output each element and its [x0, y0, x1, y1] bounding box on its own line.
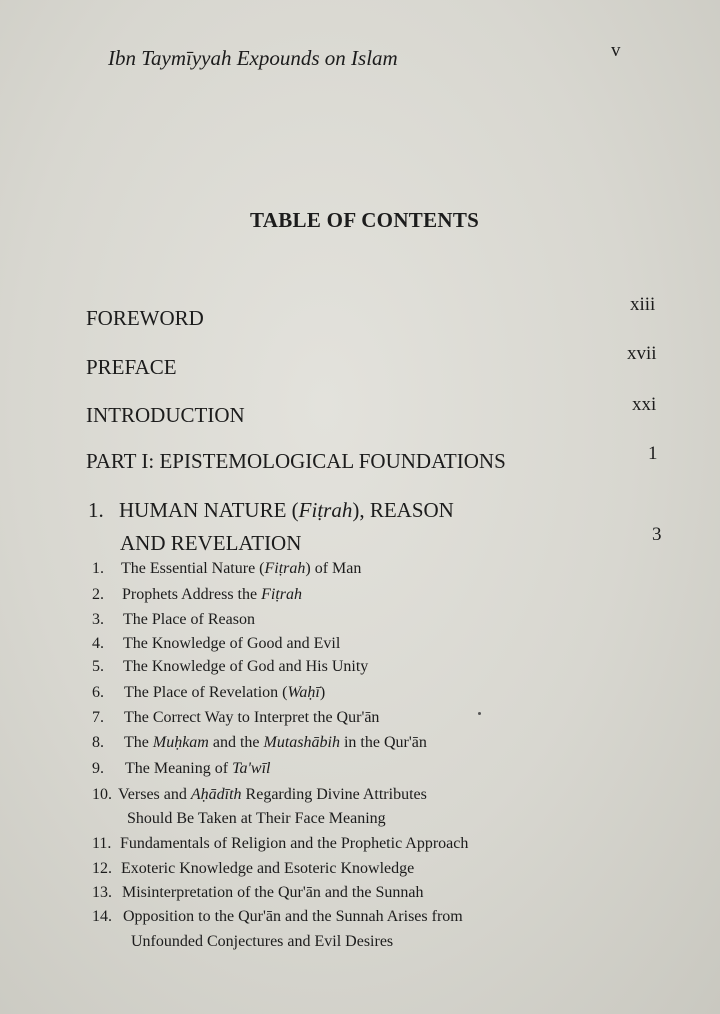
running-header-page-number: v [611, 40, 621, 61]
toc-page-introduction: xxi [632, 394, 657, 415]
toc-entry-foreword: FOREWORD [86, 306, 204, 330]
toc-page-part-1: 1 [648, 443, 658, 464]
chapter-1-page: 3 [652, 524, 662, 545]
chapter-number: 1. [88, 498, 104, 522]
paper-speck [478, 712, 481, 715]
toc-page-preface: xvii [627, 343, 657, 364]
toc-subentry: 1. The Essential Nature (Fiṭrah) of Man [92, 560, 362, 577]
running-header-title: Ibn Taymīyyah Expounds on Islam [108, 46, 398, 70]
toc-subentry: 13. Misinterpretation of the Qur'ān and the Sunnah [92, 884, 424, 901]
toc-subentry-continuation: Unfounded Conjectures and Evil Desires [131, 933, 394, 950]
toc-subentry: 4. The Knowledge of Good and Evil [92, 635, 341, 652]
toc-entry-preface: PREFACE [86, 355, 177, 379]
toc-subentry: 6. The Place of Revelation (Waḥī) [92, 684, 326, 701]
toc-subentry: 9. The Meaning of Ta'wīl [92, 760, 271, 777]
toc-subentry: 14. Opposition to the Qur'ān and the Sunnah Arises from [92, 908, 463, 925]
toc-subentry: 11. Fundamentals of Religion and the Prophetic Approach [92, 835, 469, 852]
toc-entry-part-1: PART I: EPISTEMOLOGICAL FOUNDATIONS [86, 449, 506, 473]
toc-subentry: 8. The Muḥkam and the Mutashābih in the Qur'ān [92, 734, 427, 751]
toc-subentry: 3. The Place of Reason [92, 611, 255, 628]
toc-page-foreword: xiii [630, 294, 656, 315]
toc-heading: TABLE OF CONTENTS [250, 208, 480, 232]
toc-entry-introduction: INTRODUCTION [86, 403, 245, 427]
toc-subentry: 10. Verses and Aḥādīth Regarding Divine Attributes [92, 786, 427, 803]
toc-subentry: 12. Exoteric Knowledge and Esoteric Knowledge [92, 860, 415, 877]
toc-subentry: 7. The Correct Way to Interpret the Qur'ān [92, 709, 380, 726]
toc-subentry: 5. The Knowledge of God and His Unity [92, 658, 369, 675]
chapter-1-title-line2: AND REVELATION [120, 531, 302, 555]
chapter-1-title-line1: 1. HUMAN NATURE (Fiṭrah), REASON [88, 498, 454, 522]
toc-subentry-continuation: Should Be Taken at Their Face Meaning [127, 810, 386, 827]
toc-subentry: 2. Prophets Address the Fiṭrah [92, 586, 302, 603]
